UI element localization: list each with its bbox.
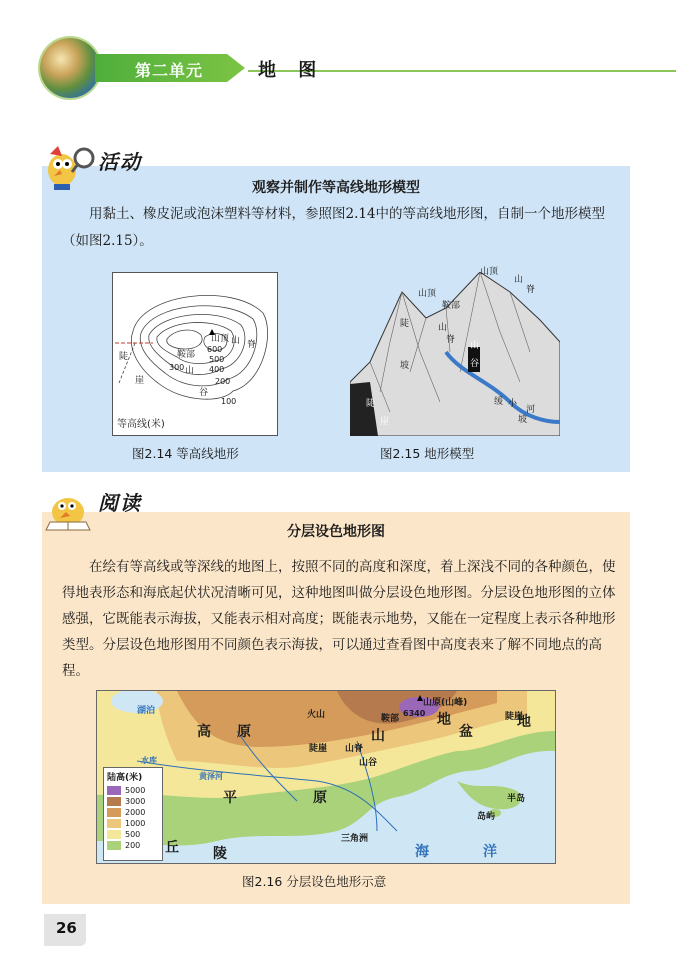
legend-row — [104, 785, 162, 796]
reading-heading: 分层设色地形图 — [287, 524, 385, 540]
map-label-river: 黄泽河 — [199, 772, 223, 781]
chapter-title: 地 图 — [258, 60, 325, 81]
map-label-peak: 山原(山峰) — [423, 698, 468, 708]
fig15-label-ridge-b: 脊 — [446, 335, 456, 345]
fig15-label-cliff-b: 崖 — [380, 417, 390, 427]
fig15-label-peak-b: 山顶 — [480, 267, 499, 277]
fig15-label-ridge-top-b: 脊 — [526, 285, 536, 295]
legend-title: 陆高(米) — [107, 773, 143, 783]
map-label-lake: 湖泊 — [137, 706, 156, 716]
fig14-label-cliff-b: 崖 — [135, 376, 145, 386]
fig14-contour-400: 400 — [209, 365, 225, 374]
map-label-plateau-a: 高 — [197, 724, 211, 740]
map-label-delta: 三角洲 — [341, 834, 369, 844]
legend-row — [104, 818, 162, 829]
legend-row — [104, 829, 162, 840]
fig15-label-valley-a: 山 — [470, 341, 480, 351]
fig14-contour-500: 500 — [209, 355, 225, 364]
map-label-valley: 山谷 — [359, 758, 378, 768]
map-label-elevation: 6340 — [403, 709, 426, 718]
legend-level: 3000 — [125, 797, 146, 806]
fig14-contour-300: 300 — [169, 363, 185, 372]
legend-row — [104, 796, 162, 807]
activity-heading: 观察并制作等高线地形模型 — [252, 180, 420, 196]
legend-swatch — [107, 808, 121, 817]
fig15-label-ridge-a: 山 — [438, 323, 448, 333]
fig15-label-gentle-a: 缓 — [494, 397, 504, 407]
map-label-cliff-b: 陡崖 — [505, 712, 524, 722]
fig15-label-cliff-a: 陡 — [366, 399, 376, 409]
activity-paragraph: 用黏土、橡皮泥或泡沫塑料等材料，参照图2.14中的等高线地形图，自制一个地形模型（如图2.15）。 — [62, 206, 606, 249]
fig14-label-cliff-a: 陡 — [119, 352, 129, 362]
legend-swatch — [107, 819, 121, 828]
map-label-basin-b: 地 — [517, 714, 531, 730]
map-label-island: 岛屿 — [477, 812, 496, 822]
fig15-label-ridge-top-a: 山 — [514, 275, 524, 285]
page-number: 26 — [56, 919, 77, 937]
unit-label: 第二单元 — [135, 61, 204, 80]
map-label-ridge: 山脊 — [345, 744, 364, 754]
reading-paragraph: 在绘有等高线或等深线的地图上，按照不同的高度和深度，着上深浅不同的各种颜色，使得地表形态和海底起伏状况清晰可见，这种地图叫做分层设色地形图。分层设色地形图的立体感强，它既能表示海拔，又能表示相对高度；既能表示地势，又能在一定程度上表示各种地形类型。分层设色地形图用不同颜色表示海拔，可以通过查看图中高度表来了解不同地点的高程。 — [62, 559, 616, 679]
map-label-mountain-b: 地 — [437, 712, 451, 728]
map-label-hills-b: 陵 — [213, 846, 227, 862]
fig15-label-valley-b: 谷 — [470, 359, 480, 369]
map-label-reservoir: 水库 — [141, 756, 157, 765]
fig14-label-valley-b: 谷 — [199, 388, 209, 398]
fig14-legend-label: 等高线(米) — [117, 419, 165, 430]
map-label-plain-a: 平 — [223, 790, 237, 806]
activity-title: 活动 — [98, 150, 142, 174]
elevation-legend — [103, 767, 163, 861]
terrain-model-figure — [350, 267, 560, 436]
fig15-label-gentle-b: 坡 — [518, 415, 528, 425]
map-label-cliff-a: 陡崖 — [309, 744, 328, 754]
fig14-label-valley-a: 山 — [185, 366, 195, 376]
map-label-saddle: 鞍部 — [381, 714, 400, 724]
globe-icon — [40, 38, 100, 98]
contour-map-figure — [112, 272, 278, 436]
legend-level: 500 — [125, 830, 141, 839]
fig14-label-saddle: 鞍部 — [177, 350, 196, 360]
fig15-label-steep-a: 陡 — [400, 319, 410, 329]
map-label-volcano: 火山 — [307, 710, 326, 720]
fig14-contour-200: 200 — [215, 377, 231, 386]
fig14-label-ridge-a: 山 — [231, 336, 241, 346]
legend-swatch — [107, 830, 121, 839]
fig14-label-peak: 山顶 — [211, 334, 230, 344]
map-label-hills-a: 丘 — [165, 840, 179, 856]
map-label-sea: 海 — [415, 844, 429, 860]
fig15-label-saddle: 鞍部 — [442, 301, 461, 311]
legend-swatch — [107, 797, 121, 806]
layered-tint-map — [96, 690, 556, 864]
legend-row — [104, 807, 162, 818]
fig14-label-ridge-b: 脊 — [247, 340, 257, 350]
map-label-ocean: 洋 — [483, 844, 497, 860]
fig15-label-peak-a: 山顶 — [418, 289, 437, 299]
legend-swatch — [107, 841, 121, 850]
map-label-mountain-a: 山 — [371, 728, 385, 744]
figure-2-14-caption: 图2.14 等高线地形 — [132, 446, 239, 461]
legend-rows — [104, 785, 162, 851]
fig15-label-river-a: 小 — [508, 399, 518, 409]
fig15-label-steep-b: 坡 — [400, 361, 410, 371]
fig14-contour-600: 600 — [207, 345, 223, 354]
figure-2-15-caption: 图2.15 地形模型 — [380, 446, 475, 461]
legend-row — [104, 840, 162, 851]
legend-level: 2000 — [125, 808, 146, 817]
figure-2-16-caption: 图2.16 分层设色地形示意 — [242, 874, 387, 889]
fig14-contour-100: 100 — [221, 397, 237, 406]
legend-swatch — [107, 786, 121, 795]
map-label-plateau-b: 原 — [237, 724, 251, 740]
legend-level: 200 — [125, 841, 141, 850]
map-label-basin-a: 盆 — [459, 724, 473, 740]
legend-level: 1000 — [125, 819, 146, 828]
legend-level: 5000 — [125, 786, 146, 795]
map-label-peninsula: 半岛 — [507, 794, 526, 804]
reading-title: 阅读 — [98, 491, 142, 515]
fig15-label-river-b: 河 — [526, 405, 536, 415]
map-label-plain-b: 原 — [313, 790, 327, 806]
